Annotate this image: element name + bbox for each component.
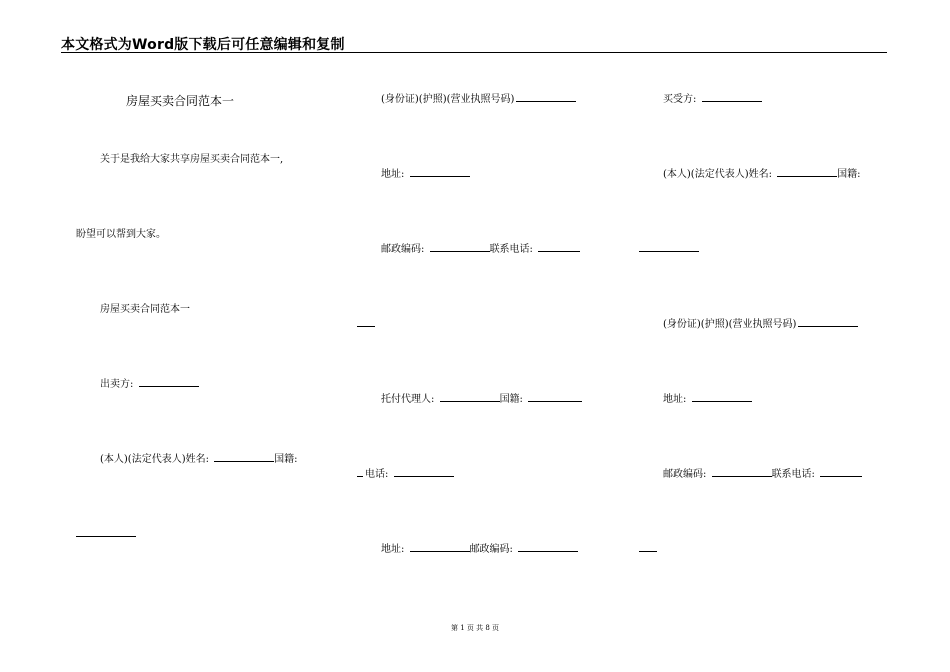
document-header-title: 本文格式为Word版下载后可任意编辑和复制 — [61, 37, 345, 53]
buyer-phone-blank — [820, 475, 862, 477]
agent-tel-blank — [394, 475, 454, 477]
buyer-phone-continuation — [639, 544, 657, 556]
agent-postcode-label: 邮政编码: — [469, 544, 513, 555]
agent-postcode-blank — [518, 550, 578, 552]
seller-phone-continuation — [357, 319, 375, 331]
seller-label: 出卖方: — [100, 379, 134, 390]
buyer-postcode-label: 邮政编码: — [663, 469, 707, 480]
seller-name-blank — [214, 460, 274, 462]
agent-address-row — [381, 544, 578, 556]
seller-name-row — [100, 454, 298, 466]
agent-address-label: 地址: — [381, 544, 405, 555]
section-title: 房屋买卖合同范本一 — [100, 304, 190, 315]
seller-blank — [139, 385, 199, 387]
buyer-nationality-blank — [639, 250, 699, 252]
buyer-id-blank — [798, 325, 858, 327]
agent-blank — [440, 400, 500, 402]
seller-phone-blank — [538, 250, 580, 252]
buyer-address-blank — [692, 400, 752, 402]
seller-id-label: (身份证)(护照)(营业执照号码) — [381, 94, 515, 105]
buyer-id-label: (身份证)(护照)(营业执照号码) — [663, 319, 797, 330]
intro-line-1: 关于是我给大家共享房屋买卖合同范本一, — [100, 154, 284, 165]
buyer-contact-row — [663, 469, 862, 481]
buyer-phone-label: 联系电话: — [771, 469, 815, 480]
buyer-name-label: (本人)(法定代表人)姓名: — [663, 169, 772, 180]
seller-nationality-label: 国籍: — [274, 454, 298, 465]
header-divider — [61, 52, 887, 53]
seller-id-row — [381, 94, 576, 106]
document-title: 房屋买卖合同范本一 — [126, 94, 235, 108]
agent-tel-label: 电话: — [365, 469, 389, 480]
seller-row — [100, 379, 199, 391]
seller-name-label: (本人)(法定代表人)姓名: — [100, 454, 209, 465]
page-footer: 第 1 页 共 8 页 — [450, 624, 500, 632]
seller-nationality-blank — [76, 535, 136, 537]
buyer-blank — [702, 100, 762, 102]
buyer-label: 买受方: — [663, 94, 697, 105]
seller-address-label: 地址: — [381, 169, 405, 180]
buyer-postcode-blank — [712, 475, 772, 477]
agent-tel-row — [357, 469, 454, 481]
buyer-id-row — [663, 319, 858, 331]
agent-address-blank — [410, 550, 470, 552]
buyer-address-row — [663, 394, 752, 406]
seller-address-blank — [410, 175, 470, 177]
seller-postcode-label: 邮政编码: — [381, 244, 425, 255]
agent-nationality-label: 国籍: — [499, 394, 523, 405]
seller-phone-blank-cont — [357, 325, 375, 327]
buyer-row — [663, 94, 762, 106]
buyer-name-row — [663, 169, 861, 181]
seller-nationality-row — [76, 529, 136, 541]
seller-id-blank — [516, 100, 576, 102]
agent-nationality-blank — [528, 400, 582, 402]
agent-tel-lead-blank — [357, 475, 363, 477]
buyer-nationality-label: 国籍: — [837, 169, 861, 180]
seller-phone-label: 联系电话: — [489, 244, 533, 255]
seller-address-row — [381, 169, 470, 181]
buyer-name-blank — [777, 175, 837, 177]
seller-contact-row — [381, 244, 580, 256]
agent-row — [381, 394, 582, 406]
intro-line-2: 盼望可以帮到大家。 — [76, 229, 166, 240]
buyer-phone-blank-cont — [639, 550, 657, 552]
seller-postcode-blank — [430, 250, 490, 252]
buyer-nationality-row — [639, 244, 699, 256]
buyer-address-label: 地址: — [663, 394, 687, 405]
agent-label: 托付代理人: — [381, 394, 435, 405]
